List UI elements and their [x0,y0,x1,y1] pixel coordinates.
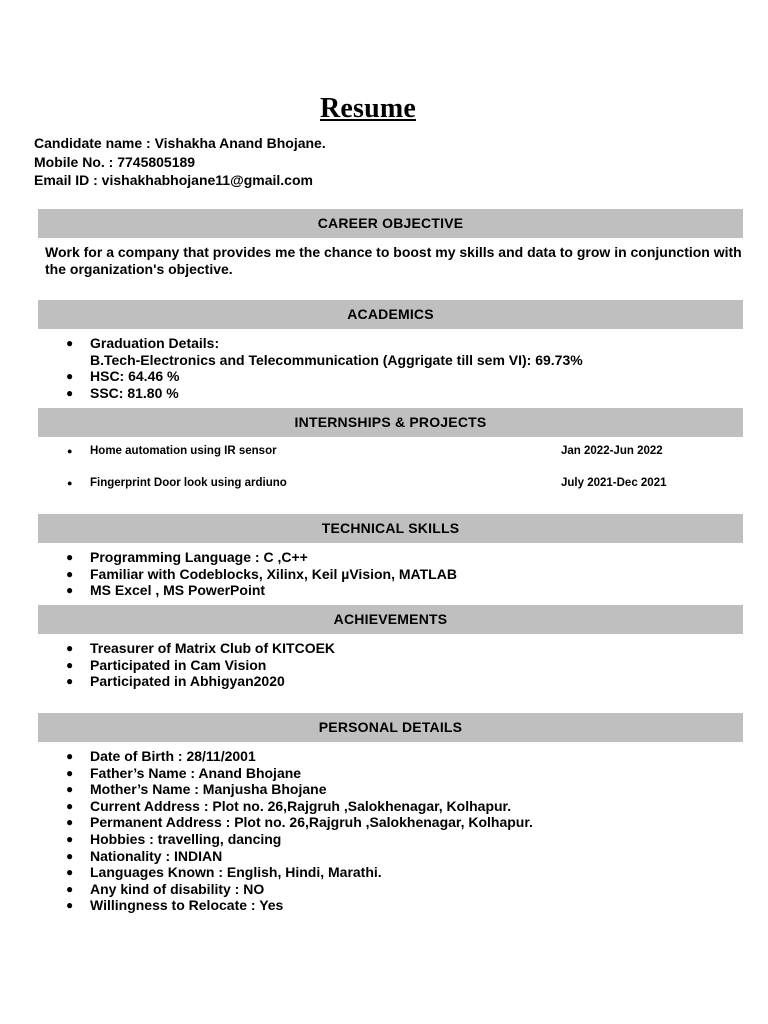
section-header-career-objective: CAREER OBJECTIVE [38,209,743,238]
list-item [0,657,335,674]
project-name: Fingerprint Door look using ardiuno [90,477,287,489]
personal-details-list [0,748,533,914]
list-item [0,765,533,782]
mothers-name: Mother’s Name : Manjusha Bhojane [90,781,327,798]
graduation-label: Graduation Details: [90,335,220,351]
permanent-address: Permanent Address : Plot no. 26,Rajgruh ,Salokhenagar, Kolhapur. [90,814,533,831]
bullet-icon: ● [66,385,74,400]
bullet-icon: ● [66,550,74,564]
list-item [0,335,583,368]
section-header-personal-details: PERSONAL DETAILS [38,713,743,742]
bullet-icon: ● [66,798,74,813]
bullet-icon: ● [66,881,74,896]
skill-text: Familiar with Codeblocks, Xilinx, Keil µVision, MATLAB [90,565,457,582]
project-date: July 2021-Dec 2021 [561,477,667,489]
list-item [0,848,533,865]
list-item [0,566,457,583]
academics-list [0,335,583,401]
achievements-list [0,640,335,690]
page-title: Resume [319,93,417,124]
list-item [0,673,335,690]
list-item [0,831,533,848]
list-item [0,864,533,881]
date-of-birth: Date of Birth : 28/11/2001 [90,748,256,764]
bullet-icon: ● [66,641,74,655]
project-name: Home automation using IR sensor [90,445,277,457]
list-item [0,781,533,798]
bullet-icon: ● [66,898,74,913]
bullet-icon: ● [66,765,74,780]
bullet-icon: ● [66,583,74,598]
ssc-score: SSC: 81.80 % [90,384,179,401]
bullet-icon: ● [66,831,74,846]
section-header-internships: INTERNSHIPS & PROJECTS [38,408,743,437]
bullet-icon: ● [66,815,74,830]
project-row [0,443,768,459]
achievement-text: Participated in Cam Vision [90,656,267,673]
bullet-icon: ● [66,674,74,689]
disability: Any kind of disability : NO [90,880,265,897]
bullet-icon: ● [66,782,74,797]
languages-known: Languages Known : English, Hindi, Marathi. [90,864,382,881]
achievement-text: Participated in Abhigyan2020 [90,673,285,690]
relocate-willingness: Willingness to Relocate : Yes [90,897,284,914]
contact-block [34,134,326,190]
list-item [0,897,533,914]
list-item [0,748,533,765]
graduation-detail: B.Tech-Electronics and Telecommunication (Aggrigate till sem VI): 69.73% [90,351,583,368]
email-id: Email ID : vishakhabhojane11@gmail.com [34,172,313,188]
bullet-icon: ● [66,749,74,763]
achievement-text: Treasurer of Matrix Club of KITCOEK [90,640,336,656]
section-header-technical-skills: TECHNICAL SKILLS [38,514,743,543]
hobbies: Hobbies : travelling, dancing [90,830,282,847]
list-item [0,385,583,402]
skill-text: MS Excel , MS PowerPoint [90,582,266,599]
fathers-name: Father’s Name : Anand Bhojane [90,764,302,781]
current-address: Current Address : Plot no. 26,Rajgruh ,Salokhenagar, Kolhapur. [90,797,512,814]
candidate-name: Candidate name : Vishakha Anand Bhojane. [34,135,326,151]
list-item [0,549,457,566]
list-item [0,582,457,599]
skill-text: Programming Language : C ,C++ [90,549,308,565]
list-item [0,798,533,815]
bullet-icon: ● [67,446,73,456]
nationality: Nationality : INDIAN [90,847,223,864]
project-date: Jan 2022-Jun 2022 [561,445,663,457]
bullet-icon: ● [66,336,74,350]
list-item [0,368,583,385]
mobile-number: Mobile No. : 7745805189 [34,153,196,170]
bullet-icon: ● [66,865,74,880]
hsc-score: HSC: 64.46 % [90,368,180,385]
section-header-achievements: ACHIEVEMENTS [38,605,743,634]
list-item [0,640,335,657]
list-item [0,881,533,898]
project-row [0,475,768,491]
bullet-icon: ● [66,848,74,863]
bullet-icon: ● [66,566,74,581]
bullet-icon: ● [67,478,73,488]
technical-skills-list [0,549,457,599]
section-header-academics: ACADEMICS [38,300,743,329]
bullet-icon: ● [66,369,74,384]
career-objective-text: Work for a company that provides me the chance to boost my skills and data to grow in conjunction with the organization's objective. [45,244,742,277]
list-item [0,814,533,831]
bullet-icon: ● [66,657,74,672]
